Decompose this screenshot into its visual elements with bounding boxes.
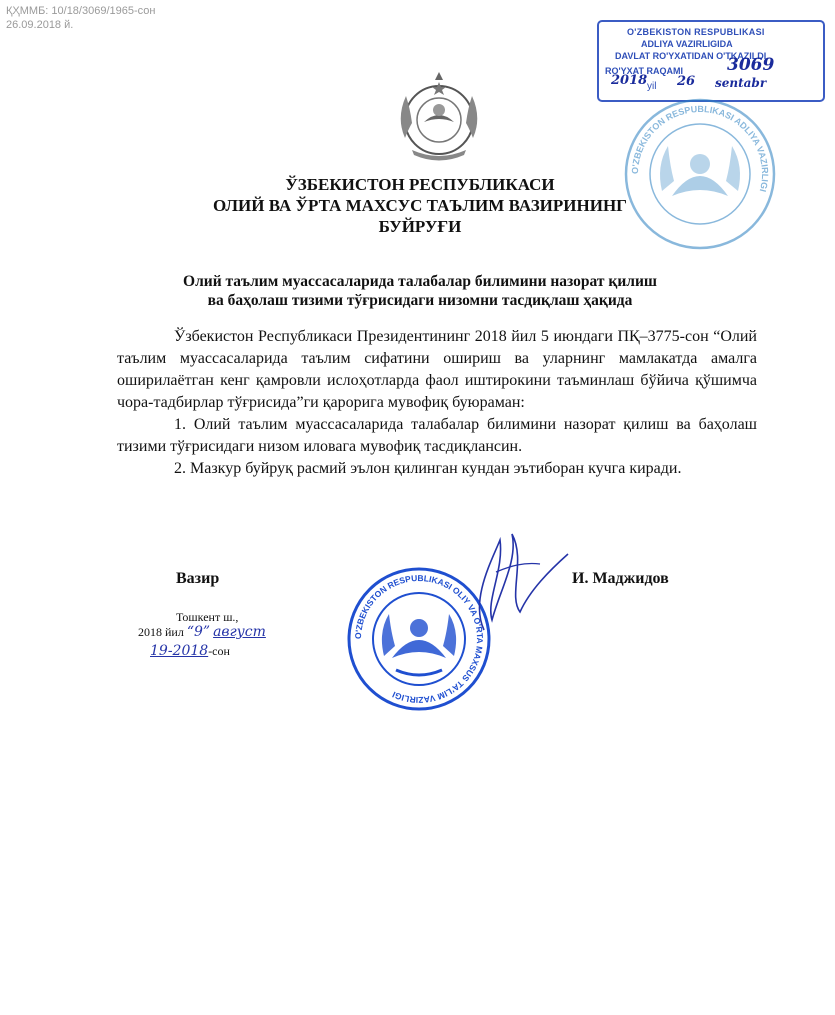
watermark-line-1: ҚҲММБ: 10/18/3069/1965-сон: [6, 5, 156, 17]
signatory-title: Вазир: [176, 570, 220, 587]
reg-date-day: 26: [677, 74, 696, 89]
order-subject: [110, 272, 730, 310]
signatory-name: И. Маджидов: [572, 570, 669, 587]
reg-date-year: 2018: [611, 73, 648, 88]
reg-number-label: RO'YXAT RAQAMI: [605, 66, 683, 76]
issue-place: Тошкент ш.,: [176, 610, 239, 624]
order-body: [117, 326, 757, 480]
issue-month: август: [213, 624, 266, 640]
issue-number-value: 19-2018: [150, 643, 209, 659]
reg-stamp-line-1: O'ZBEKISTON RESPUBLIKASI: [627, 27, 765, 37]
reg-stamp-line-3: DAVLAT RO'YXATIDAN O'TKAZILDI: [615, 51, 767, 61]
seal-top-text: O'ZBEKISTON RESPUBLIKASI ADLIYA VAZIRLIGI: [629, 103, 771, 193]
reg-stamp-line-2: ADLIYA VAZIRLIGIDA: [641, 39, 733, 49]
reg-date-year-suffix: yil: [647, 81, 657, 92]
title-line-2: ОЛИЙ ВА ЎРТА МАХСУС ТАЪЛИМ ВАЗИРИНИНГ: [212, 196, 627, 215]
reg-number-value: 3069: [727, 55, 775, 75]
seal-bottom-text: O'ZBEKISTON RESPUBLIKASI OLIY VA O'RTA MAXSUS TA'LIM VAZIRLIGI: [352, 572, 486, 706]
title-line-1: ЎЗБЕКИСТОН РЕСПУБЛИКАСИ: [285, 175, 555, 194]
registration-stamp: [597, 20, 825, 102]
title-line-3: БУЙРУҒИ: [378, 217, 462, 236]
issue-number-suffix: -сон: [208, 644, 230, 658]
order-item-1: 1. Олий таълим муассасаларида талабалар билимини назорат қилиш ва баҳолаш тизими тўғрисидаги низом иловага мувофиқ тасдиқлансин.: [117, 416, 757, 455]
document-title: [150, 174, 690, 237]
state-emblem-icon: [388, 68, 490, 168]
subject-line-2: ва баҳолаш тизими тўғрисидаги низомни тасдиқлаш ҳақида: [207, 292, 633, 309]
issue-year: 2018 йил: [138, 625, 184, 639]
watermark-line-2: 26.09.2018 й.: [6, 19, 74, 31]
minister-signature-icon: [400, 520, 590, 640]
issue-date: [138, 624, 266, 640]
issue-day: “9”: [186, 624, 211, 640]
issue-number: [150, 643, 230, 659]
preamble-paragraph: Ўзбекистон Республикаси Президентининг 2018 йил 5 июндаги ПҚ–3775-сон “Олий таълим муассасаларида таълим сифатини ошириш ва уларнинг мамлакатда амалга оширилаётган кенг қамровли ислоҳотларда фаол иштирокини таъминлаш бўйича қўшимча чора-тадбирлар тўғрисида”ги қарорига мувофиқ буюраман:: [117, 328, 757, 411]
registry-watermark: [6, 4, 155, 32]
order-item-2: 2. Мазкур буйруқ расмий эълон қилинган кундан эътиборан кучга киради.: [174, 460, 682, 477]
reg-date-month: sentabr: [715, 76, 767, 90]
subject-line-1: Олий таълим муассасаларида талабалар билимини назорат қилиш: [183, 273, 657, 290]
